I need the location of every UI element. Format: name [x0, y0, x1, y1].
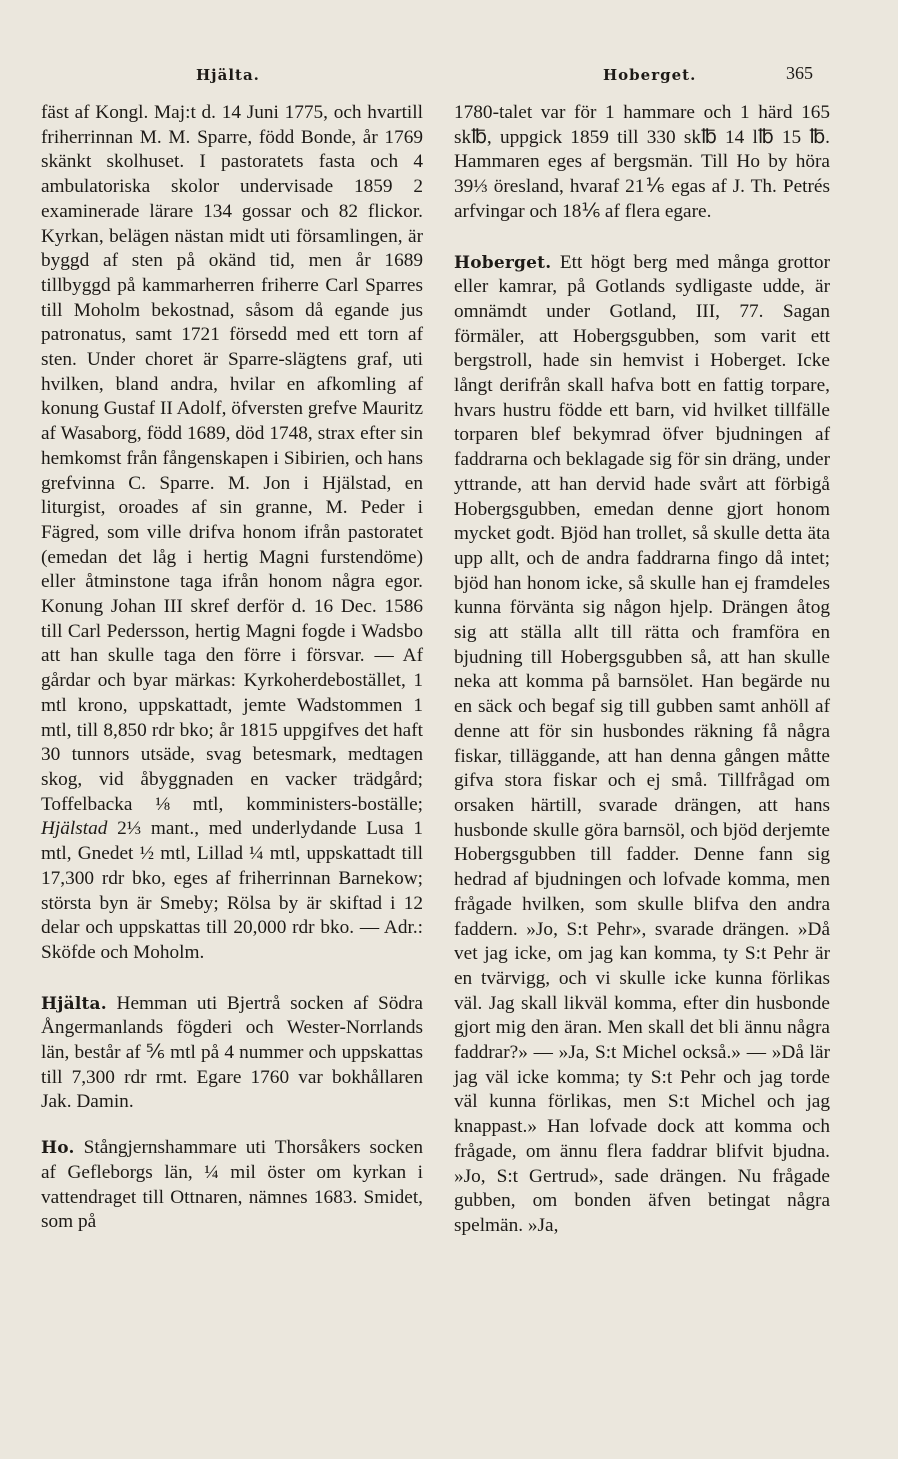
running-header — [0, 63, 898, 92]
entry-text: Stångjernshammare uti Thorsåkers socken af Gefleborgs län, ¼ mil öster om kyrkan i vattendraget till Ottnaren, nämnes 1683. Smidet, som på — [41, 1137, 423, 1233]
entry-hoberget — [454, 251, 830, 1239]
paragraph-text: fäst af Kongl. Maj:t d. 14 Juni 1775, och hvartill friherrinnan M. M. Sparre, född Bonde, år 1769 skänkt skolhuset. I pastoratets fasta och 4 ambulatoriska skolor undervisade 1859 2 examinerade lärare 134 gossar och 82 flickor. Kyrkan, belägen nästan midt uti församlingen, är byggd af sten på okänd tid, men år 1689 tillbyggd på kammarherren friherre Carl Sparres till Moholm bekostnad, såsom då egande jus patronatus, samt 1721 försedd med ett torn af sten. Under choret är Sparre-slägtens graf, uti hvilken, bland andra, hvilar en afkomling af konung Gustaf II Adolf, öfversten grefve Mauritz af Wasaborg, född 1689, död 1748, strax efter sin hemkomst från fångenskapen i Sibirien, och hans grefvinna C. Sparre. M. Jon i Hjälstad, en liturgist, oroades af sin granne, M. Peder i Fägred, som ville drifva honom ifrån pastoratet (emedan det låg i hertig Magni furstendöme) eller åtminstone taga ifrån honom några egor. Konung Johan III skref derför d. 16 Dec. 1586 till Carl Pedersson, hertig Magni fogde i Wadsbo att han skulle taga den förre i försvar. — Af gårdar och byar märkas: Kyrkoherdebostället, 1 mtl krono, uppskattadt, jemte Wadstommen 1 mtl, till 8,850 rdr bko; år 1815 uppgifves det haft 30 tunnors utsäde, svag betesmark, medtagen skog, vid åbyggnaden en vacker trädgård; Toffelbacka ⅛ mtl, komministers-boställe; — [41, 102, 423, 815]
left-column — [41, 101, 423, 1235]
page-number: 365 — [786, 63, 813, 83]
paragraph-text-rest: 2⅓ mant., med underlydande Lusa 1 mtl, Gnedet ½ mtl, Lillad ¼ mtl, uppskattadt till 17,300 rdr bko, eges af friherrinnan Barnekow; största byn är Smeby; Rölsa by är skiftad i 12 delar och uppskattas till 20,000 rdr bko. — Adr.: Sköfde och Moholm. — [41, 818, 423, 963]
entry-headword: Ho. — [41, 1138, 75, 1159]
header-right-word: Hoberget. — [603, 66, 697, 84]
right-column — [454, 101, 830, 1239]
italic-place-name: Hjälstad — [41, 818, 108, 840]
paragraph-continuation: 1780-talet var för 1 hammare och 1 härd 165 sk℔, uppgick 1859 till 330 sk℔ 14 l℔ 15 ℔. Hammaren eges af bergsmän. Till Ho by höra 39⅓ öresland, hvaraf 21⅙ egas af J. Th. Petrés arfvingar och 18⅙ af flera egare. — [454, 102, 830, 222]
entry-text: Hemman uti Bjertrå socken af Södra Ångermanlands fögderi och Wester-Norrlands län, består af ⅚ mtl på 4 nummer och uppskattas till 7,300 rdr rmt. Egare 1760 var bokhållaren Jak. Damin. — [41, 992, 423, 1113]
entry-headword: Hjälta. — [41, 993, 107, 1014]
entry-text: Ett högt berg med många grottor eller kamrar, på Gotlands sydligaste udde, är omnämdt under Gotland, III, 77. Sagan förmäler, att Hobergsgubben, som varit ett bergstroll, hade sin hemvist i Hoberget. Icke långt derifrån skall hafva bott en fattig torpare, hvars hustru födde ett barn, vid hvilket tillfälle torparen blef bekymrad öfver bjudningen af faddrarna och beklagade sig för sin dräng, under yttrande, att han dervid hade svårt att förbigå Hobergsgubben, emedan denne gjort honom mycket godt. Bjöd han trollet, så skulle detta äta upp allt, och de andra faddrarna fingo då intet; bjöd han honom icke, så skulle han ej framdeles kunna förvänta sig någon hjelp. Drängen åtog sig att ställa allt till rätta och framföra en bjudning till Hobergsgubben så, att han skulle neka att komma på barnsölet. Han begärde nu en säck och begaf sig till gubben samt anhöll af denne att för sin husbondes räkning få några fiskar, tilläggande, att han denna gången måtte gifva stora fiskar och ej små. Tillfrågad om orsaken härtill, svarade drängen, att hans husbonde skulle göra barnsöl, och bjöd derjemte Hobergsgubben till fadder. Denne fann sig hedrad af bjudningen och lofvade komma, men frågade hvilken, som skulle blifva den andra faddern. »Jo, S:t Pehr», svarade drängen. »Då vet jag icke, om jag kan komma, ty S:t Pehr är en tvärvigg, och vi skulle icke kunna förlikas väl. Jag skall likväl komma, efter din husbonde gjort mig den äran. Men skall det bli ännu några faddrar?» — »Ja, S:t Michel också.» — »Då lär jag väl icke komma; ty S:t Pehr och jag torde väl kunna förlikas, men S:t Michel och jag knappast.» Han lofvade dock att komma och frågade, om ännu flera faddrar blifvit bjudna. »Jo, S:t Gertrud», sade drängen. Nu frågade gubben, om bonden äfven betingat några spelmän. »Ja, — [454, 251, 830, 1236]
entry-ho — [41, 1136, 423, 1235]
entry-hjalta — [41, 992, 423, 1116]
header-left-word: Hjälta. — [196, 66, 260, 84]
entry-headword: Hoberget. — [454, 252, 552, 273]
paragraph-continuation — [41, 101, 423, 966]
